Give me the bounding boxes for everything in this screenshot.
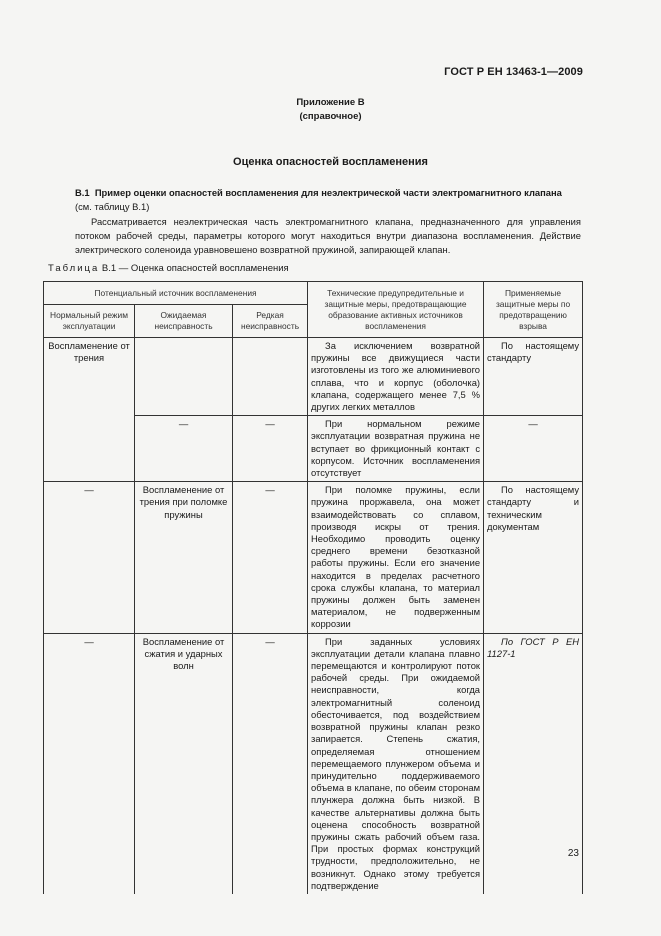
cell-protective: По настоящему стандарту — [484, 338, 583, 416]
table-caption-prefix: Таблица — [48, 263, 100, 274]
appendix-subtitle: (справочное) — [299, 111, 362, 122]
table-row — [44, 338, 583, 416]
table-caption-text: В.1 — Оценка опасностей воспламенения — [101, 263, 289, 274]
clause-heading — [75, 186, 581, 214]
cell-measures: При нормальном режиме эксплуатации возвратная пружина не вступает во фрикционный контакт с корпусом. Источник воспламенения отсутствует — [308, 416, 484, 482]
clause-title: Пример оценки опасностей воспламенения для неэлектрической части электромагнитного клапана — [94, 187, 562, 198]
cell-measures: При поломке пружины, если пружина проржавела, она может взаимодействовать со сплавом, производя искры от трения. Необходимо проводить оценку среднего времени безотказной работы пружины. Если его значение находится в пределах расчетного срока службы клапана, то материал пружины должен быть заменен материалом, не подверженным коррозии — [308, 482, 484, 633]
intro-paragraph: Рассматривается неэлектрическая часть электромагнитного клапана, предназначенного для управления потоком рабочей среды, параметры которого могут находиться внутри диапазона воспламенения. Действие электрического соленоида уравновешено возвратной пружиной, запирающей клапан. — [75, 216, 581, 255]
cell-rare — [233, 338, 308, 416]
header-normal: Нормальный режим эксплуатации — [44, 305, 135, 338]
cell-protective: По настоящему стандарту и техническим документам — [484, 482, 583, 633]
cell-rare: — — [233, 633, 308, 894]
cell-measures: При заданных условиях эксплуатации детали клапана плавно перемещаются и контролируют поток рабочей среды. При ожидаемой неисправности, когда электромагнитный соленоид обесточивается, под воздействием возвратной пружины клапан резко запирается. Степень сжатия, определяемая отношением перемещаемого плунжером объема и принудительно поддерживаемого объема в клапане, по обеим сторонам плунжера должна быть низкой. В качестве альтернативы должна быть оценена способность возвратной пружины сжать рабочий объем газа. При простых формах конструкций трудности, предположительно, не возникнут. Однако этому требуется подтверждение — [308, 633, 484, 894]
clause-ref: (см. таблицу В.1) — [75, 200, 150, 212]
table-caption — [48, 263, 289, 274]
standard-number: ГОСТ Р ЕН 13463-1—2009 — [444, 66, 583, 78]
hazard-table — [43, 281, 583, 894]
header-measures: Технические предупредительные и защитные меры, предотвращающие образование активных источников воспламенения — [308, 282, 484, 338]
cell-expected: — — [135, 416, 233, 482]
cell-rare: — — [233, 416, 308, 482]
table-row — [44, 633, 583, 894]
clause-number: В.1 — [75, 187, 90, 198]
section-title: Оценка опасностей воспламенения — [233, 156, 428, 168]
cell-expected: Воспламенение от трения при поломке пружины — [135, 482, 233, 633]
page-number: 23 — [567, 848, 579, 859]
table-row — [44, 482, 583, 633]
cell-normal: — — [44, 482, 135, 633]
header-ignition-source: Потенциальный источник воспламенения — [44, 282, 308, 305]
header-expected: Ожидаемая неисправность — [135, 305, 233, 338]
cell-expected — [135, 338, 233, 416]
cell-protective: По ГОСТ Р ЕН 1127-1 — [484, 633, 583, 894]
cell-measures: За исключением возвратной пружины все движущиеся части изготовлены из того же алюминиевого сплава, что и корпус (оболочка) клапана, содержащего менее 7,5 % других легких металлов — [308, 338, 484, 416]
cell-rare: — — [233, 482, 308, 633]
header-rare: Редкая неисправность — [233, 305, 308, 338]
cell-normal: Воспламенение от трения — [44, 338, 135, 482]
header-protective: Применяемые защитные меры по предотвращению взрыва — [484, 282, 583, 338]
cell-protective: — — [484, 416, 583, 482]
appendix-title: Приложение В — [296, 97, 365, 108]
appendix-heading — [0, 96, 661, 124]
cell-normal: — — [44, 633, 135, 894]
cell-expected: Воспламенение от сжатия и ударных волн — [135, 633, 233, 894]
